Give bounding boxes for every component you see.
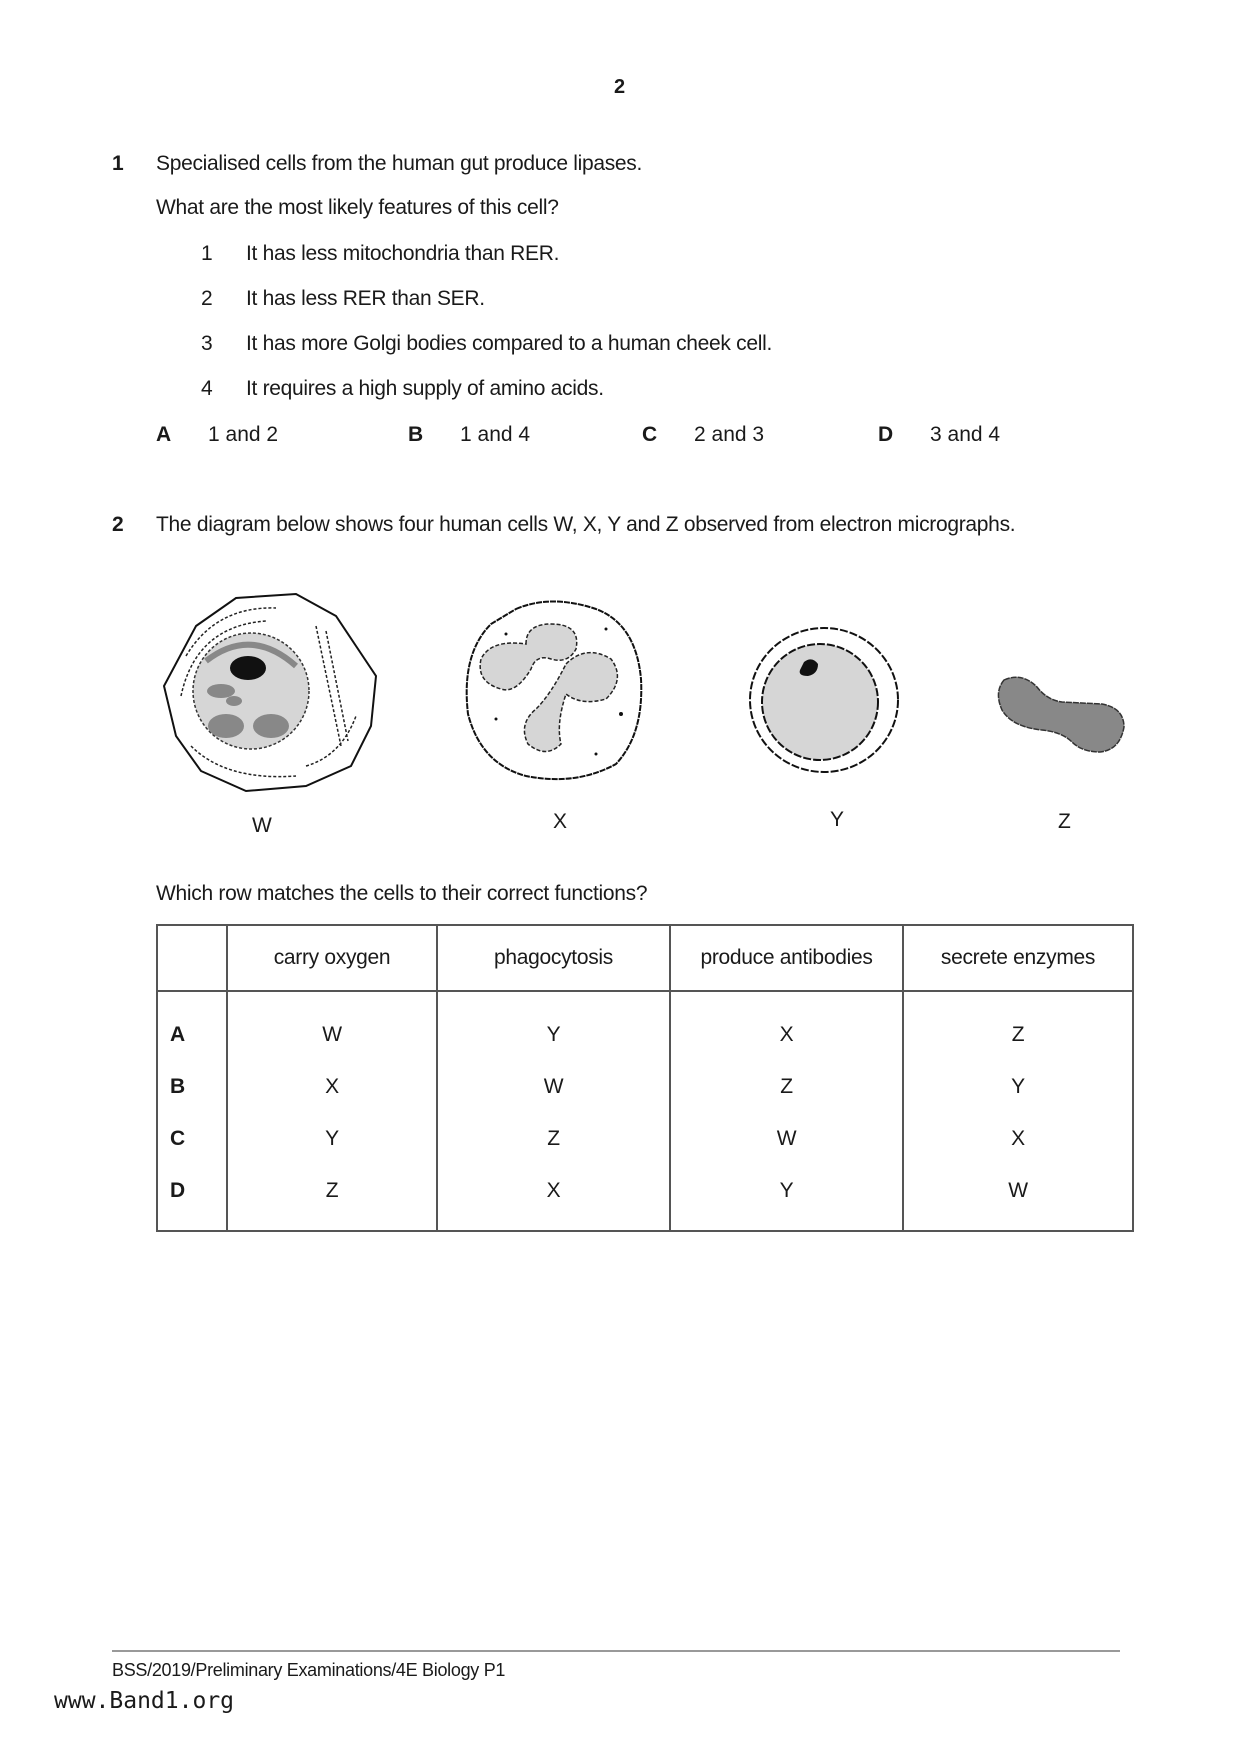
footer-divider [112, 1650, 1120, 1652]
cell-z-icon [992, 672, 1132, 762]
cell-label-w: W [252, 814, 272, 837]
table-cell: W [903, 1165, 1133, 1231]
table-cell: Y [227, 1113, 437, 1165]
table-row-c[interactable] [157, 1113, 1133, 1165]
table-cell: Y [670, 1165, 903, 1231]
table-header-row [157, 925, 1133, 991]
statement-text: It has more Golgi bodies compared to a human cheek cell. [246, 332, 772, 355]
table-header-produce-antibodies: produce antibodies [670, 925, 903, 991]
option-text: 1 and 4 [460, 423, 531, 446]
question-1-number: 1 [112, 152, 124, 175]
table-header-phagocytosis: phagocytosis [437, 925, 670, 991]
table-cell: Z [670, 1061, 903, 1113]
row-label: B [157, 1061, 227, 1113]
cell-label-z: Z [1058, 810, 1071, 833]
statement-number: 3 [201, 332, 213, 355]
page-number: 2 [613, 76, 626, 98]
row-label: D [157, 1165, 227, 1231]
table-cell: W [670, 1113, 903, 1165]
option-letter: C [642, 423, 658, 446]
cell-y-icon [746, 624, 902, 780]
table-cell: X [437, 1165, 670, 1231]
cell-label-y: Y [830, 808, 845, 831]
option-text: 2 and 3 [694, 423, 765, 446]
watermark: www.Band1.org [54, 1688, 235, 1714]
footer-text: BSS/2019/Preliminary Examinations/4E Biology P1 [112, 1660, 506, 1680]
table-cell: Z [437, 1113, 670, 1165]
table-row-d[interactable] [157, 1165, 1133, 1231]
table-row-a[interactable] [157, 991, 1133, 1061]
row-label: C [157, 1113, 227, 1165]
option-letter: B [408, 423, 424, 446]
question-2-prompt-text: Which row matches the cells to their correct functions? [156, 882, 648, 905]
table-cell: W [227, 991, 437, 1061]
option-letter: A [156, 423, 172, 446]
statement-text: It has less RER than SER. [246, 287, 485, 310]
table-row-b[interactable] [157, 1061, 1133, 1113]
option-letter: D [878, 423, 894, 446]
table-header-empty [157, 925, 227, 991]
question-1-prompt-text: What are the most likely features of this cell? [156, 196, 559, 219]
row-label: A [157, 991, 227, 1061]
cell-label-x: X [553, 810, 568, 833]
question-2-number: 2 [112, 513, 124, 536]
table-cell: X [903, 1113, 1133, 1165]
statement-number: 1 [201, 242, 213, 265]
table-cell: Z [227, 1165, 437, 1231]
option-text: 1 and 2 [208, 423, 279, 446]
question-1-text: Specialised cells from the human gut produce lipases. [156, 152, 643, 175]
table-header-secrete-enzymes: secrete enzymes [903, 925, 1133, 991]
statement-text: It has less mitochondria than RER. [246, 242, 560, 265]
cell-x-icon [456, 594, 646, 784]
statement-text: It requires a high supply of amino acids. [246, 377, 604, 400]
table-cell: X [227, 1061, 437, 1113]
option-text: 3 and 4 [930, 423, 1001, 446]
table-cell: Z [903, 991, 1133, 1061]
cell-w-icon [156, 586, 386, 796]
cell-diagram [150, 580, 1140, 840]
table-cell: Y [437, 991, 670, 1061]
statement-number: 2 [201, 287, 213, 310]
question-2-text: The diagram below shows four human cells W, X, Y and Z observed from electron micrographs. [156, 513, 1016, 536]
table-cell: Y [903, 1061, 1133, 1113]
answer-table [156, 924, 1134, 1232]
table-cell: X [670, 991, 903, 1061]
statement-number: 4 [201, 377, 213, 400]
table-cell: W [437, 1061, 670, 1113]
table-header-carry-oxygen: carry oxygen [227, 925, 437, 991]
